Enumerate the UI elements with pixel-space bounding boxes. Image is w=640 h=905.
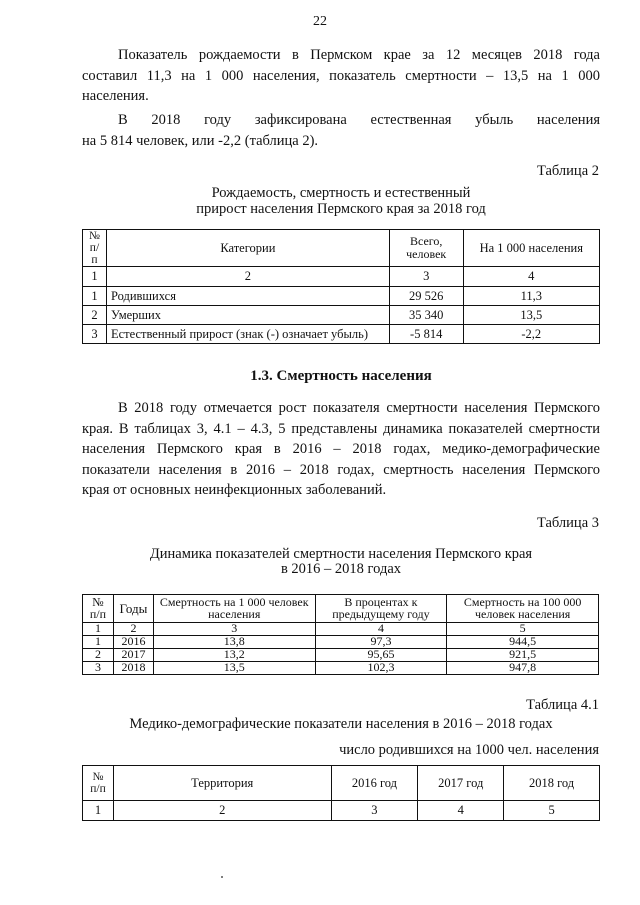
header-cell: Всего, человек (389, 230, 463, 267)
table-cell: 944,5 (447, 636, 599, 649)
section-paragraph (82, 398, 600, 501)
text-line: края от основных неинфекционных заболеваний. (82, 482, 387, 498)
table-row (83, 287, 600, 306)
table41-label: Таблица 4.1 (526, 697, 599, 713)
table-cell: 2017 (113, 649, 153, 662)
table3-title-line2: в 2016 – 2018 годах (280, 561, 402, 577)
intro-paragraph-1 (82, 45, 600, 107)
page-number: 22 (313, 14, 327, 29)
table-cell: 11,3 (463, 287, 599, 306)
text-line: составил 11,3 на 1 000 населения, показатель смертности – 13,5 на 1 000 (82, 67, 600, 84)
table-index-row (83, 801, 600, 821)
table-cell: 2 (106, 267, 389, 287)
header-cell: Годы (113, 595, 153, 623)
table-cell: 29 526 (389, 287, 463, 306)
table2-label: Таблица 2 (536, 163, 599, 179)
table41 (82, 765, 600, 821)
table2-title-line2: прирост населения Пермского края за 2018 год (196, 201, 486, 217)
table-cell: 1 (83, 636, 114, 649)
table2-title (82, 185, 600, 217)
text-line: на 5 814 человек, или -2,2 (таблица 2). (82, 132, 319, 149)
table-cell: -5 814 (389, 325, 463, 344)
header-cell: № п/п (83, 595, 114, 623)
header-cell: Категории (106, 230, 389, 267)
header-cell: 2017 год (418, 766, 504, 801)
table-cell: 13,2 (153, 649, 315, 662)
table-cell: 97,3 (315, 636, 447, 649)
header-cell: Смертность на 100 000 человек населения (447, 595, 599, 623)
table-header-row (83, 230, 600, 267)
table3-title (82, 547, 600, 577)
table-header-row (83, 766, 600, 801)
table-cell: 4 (463, 267, 599, 287)
header-cell: В процентах к предыдущему году (315, 595, 447, 623)
intro-paragraph-2 (82, 110, 600, 151)
table-cell: 1 (83, 267, 107, 287)
table-cell: 2016 (113, 636, 153, 649)
table-cell: 3 (83, 662, 114, 675)
table3 (82, 594, 599, 675)
table-cell: 4 (315, 623, 447, 636)
table-cell: 1 (83, 801, 114, 821)
table-cell: 3 (389, 267, 463, 287)
table-cell: 2 (113, 801, 331, 821)
text-line: показатели населения в 2016 – 2018 годах, смертность населения Пермского (82, 461, 600, 478)
text-line: В 2018 году зафиксирована естественная убыль населения (118, 112, 600, 128)
table-cell: 1 (83, 623, 114, 636)
header-cell: 2016 год (331, 766, 418, 801)
table3-title-line1: Динамика показателей смертности населения Пермского края (149, 546, 533, 562)
table-cell: 5 (447, 623, 599, 636)
table-cell: 4 (418, 801, 504, 821)
text-line: края. В таблицах 3, 4.1 – 4.3, 5 представлены динамика показателей смертности (82, 420, 600, 437)
table-cell: 921,5 (447, 649, 599, 662)
table-cell: 35 340 (389, 306, 463, 325)
table-cell: 2018 (113, 662, 153, 675)
table-cell: 3 (153, 623, 315, 636)
table-cell: 102,3 (315, 662, 447, 675)
table-cell: Родившихся (106, 287, 389, 306)
table-cell: 3 (331, 801, 418, 821)
table-row (83, 306, 600, 325)
header-cell: 2018 год (504, 766, 600, 801)
table-cell: -2,2 (463, 325, 599, 344)
table-row (83, 325, 600, 344)
table-cell: 2 (83, 306, 107, 325)
text-line: В 2018 году отмечается рост показателя смертности населения Пермского (118, 400, 600, 416)
table-row (83, 662, 599, 675)
text-line: Показатель рождаемости в Пермском крае за 12 месяцев 2018 года (118, 47, 600, 63)
table-cell: 95,65 (315, 649, 447, 662)
table-header-row (83, 595, 599, 623)
table-cell: 13,5 (153, 662, 315, 675)
header-cell: Смертность на 1 000 человек населения (153, 595, 315, 623)
text-line: населения. (82, 88, 149, 104)
header-cell: № п/п (83, 230, 107, 267)
table-cell: 947,8 (447, 662, 599, 675)
table-cell: Умерших (106, 306, 389, 325)
header-cell: Территория (113, 766, 331, 801)
table-cell: 13,8 (153, 636, 315, 649)
table-cell: 3 (83, 325, 107, 344)
section-heading: 1.3. Смертность населения (250, 368, 432, 384)
scan-dot (221, 876, 223, 878)
table-cell: 2 (113, 623, 153, 636)
table-cell: 1 (83, 287, 107, 306)
header-cell: На 1 000 населения (463, 230, 599, 267)
table-index-row (83, 267, 600, 287)
table41-title: Медико-демографические показатели населения в 2016 – 2018 годах (129, 716, 553, 732)
table2 (82, 229, 600, 344)
table-cell: 13,5 (463, 306, 599, 325)
table41-unit-note: число родившихся на 1000 чел. населения (339, 742, 599, 758)
table3-label: Таблица 3 (536, 515, 599, 531)
header-cell: № п/п (83, 766, 114, 801)
table2-title-line1: Рождаемость, смертность и естественный (211, 185, 471, 201)
table-cell: 2 (83, 649, 114, 662)
table-cell: Естественный прирост (знак (-) означает убыль) (106, 325, 389, 344)
table-cell: 5 (504, 801, 600, 821)
text-line: населения Пермского края в 2016 – 2018 годах, медико-демографические (82, 441, 600, 457)
